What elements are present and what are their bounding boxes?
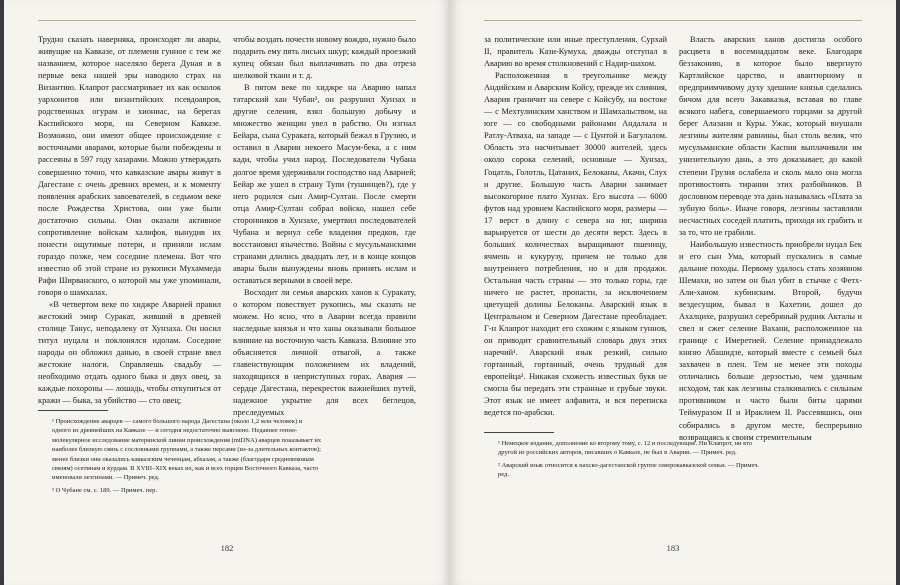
column-1 <box>484 34 667 444</box>
paragraph: Власть аварских ханов достигла особого расцвета в восемнадцатом веке. Благодаря беззаконию, в которое было ввергнуто Картлийское царство, и авантюрному и предприимчивому духу здешние князья сделались бичом для всего Закавказья, вставая во главе всякого набега, совершаемого горцами за другой берег Алазани и Куры. Ужас, который внушали лезгины жителям равнины, был столь велик, что мусульманские области Каспия выплачивали им унизительную дань, а это доказывает, до какой степени Грузия ослабела и сколь мало она могла противостоять тирании этих разбойников. В дословном переводе эта дань называлась «Плата за зубную боль». Иначе говоря, лезгины заставляли несчастных соседей платить, приходя их грабить и за то, что не грабили. <box>679 35 862 237</box>
footnote: ¹ Немецкое издание, дополнение ко второму тому, с. 12 и последующие. Ни Клапрот, ни кто другой из российских авторов, писавших о Кавказе, не был в Аварии. — Примеч. ред. <box>498 440 753 457</box>
paragraph: «В четвертом веке по хиджре Аварией правил жестокий эмир Суракат, живший в древней столице Танус, неподалеку от Хунзаха. Он носил титул нуцала и поклонялся идолам. Соседние народы он обложил данью, в своей стране ввел жестокие налоги. Справляешь свадьбу — необходимо отдать одного быка и двух овец, за каждые похороны — лошадь, чтобы откупиться от кражи — быка, за убийство — сто овец; <box>38 300 221 406</box>
footnotes <box>484 432 862 483</box>
left-page <box>4 0 450 585</box>
book-spread <box>4 0 896 585</box>
footnote: ² О Чубане см. с. 189. — Примеч. пер. <box>52 486 157 494</box>
paragraph: В пятом веке по хиджре на Аварию напал татарский хан Чубан², он разрушил Хунзах и другие селения, взял большую добычу и множество женщин увел в рабство. Он изгнал Бейара, сына Сураката, который бежал в Грузию, и оставил в Аварии некоего Масум-бека, а с ним кади, чтобы учил народ. Последователи Чубана долгое время удерживали господство над Аварией; Бейар же ушел в страну Тупи (тушинцев?), где у него родился сын Амир-Султан. После смерти отца Амир-Султан собрал войско, нашел себе сторонников в Хунзахе, умертвил последователей Чубана и вернул себе владения предков, где восстановил язычество. Войны с мусульманскими странами длились двадцать лет, и в конце концов авары были вынуждены вновь принять ислам и оставаться верными в своей вере. <box>233 83 416 285</box>
text-columns <box>484 34 862 444</box>
paragraph: за политические или иные преступления. Сурхай II, правитель Кази-Кумуха, дважды отступал в Аварию во время столкновений с Надир-шахом. <box>484 35 667 69</box>
paragraph: Восходит ли семья аварских ханов к Суракату, о котором повествует рукопись, мы сказать не можем. Но ясно, что в Аварии всегда правили наследные князья и что ханы оказывали большое влияние на восточную часть Кавказа. Влияние это объясняется личной отвагой, а также главенствующим положением их владений, находящихся в неприступных горах. Авария — сердце Дагестана, перекресток важнейших путей, надежное укрытие для всех беглецов, преследуемых <box>233 287 416 418</box>
paragraph: Наибольшую известность приобрели нуцал Бек и его сын Ума, который пускались в самые дальние походы. Первому удалось стать хозяином Шемахи, но затем он был убит в стычке с Фетх-Али-ханом кубинским. Второй, будучи вездесущим, бывал в Кахетии, дошел до Ахалцихе, разрушил серебряный рудник Акталы и свел и сжег селение Вахани, расположенное на границе с Имеретией. Селение принадлежало князю Абашидзе, который вместе с семьей был захвачен в плен. Тем не менее эти походы отличались больше дерзостью, чем удачным исходом, так как лезгины сталкивались с сильным противником и часто были биты царями Теймуразом II и Ираклием II. Рассеявшись, они собирались в другом месте, беспрерывно возвращаясь к своим стремительным <box>679 239 862 442</box>
paragraph: Трудно сказать наверняка, происходят ли авары, живущие на Кавказе, от племени гунное с тем же названием, которое населяло берега Дуная и в первые века нашей эры наводило страх на Византию. Клапрот рассматривает их как осколок уархонитов или византийских псевдоавров, родственных огурам и хиониас, на берегах Каспийского моря, на Северном Кавказе. Возможно, они имеют общее происхождение с восточными аварами, которые были побеждены и рассеяны в 597 году хазарами. Можно утверждать совершенно точно, что кавказские авары живут в Дагестане с очень древних времен, и к моменту появления арабских завоевателей, в седьмом веке после Рождества Христова, они уже были достаточно сильны. Они оказали активное сопротивление войскам халифов, вынудив их понести ощутимые потери, и приняли ислам гораздо позже, чем соседние племена. Вот что известно об этой стране из рукописи Мухаммеда Рафи Ширванского, о которой мы уже упоминали, говоря о шамхалах. <box>38 35 221 297</box>
footnotes <box>38 410 416 498</box>
page-number: 183 <box>666 543 680 553</box>
column-2 <box>233 34 416 420</box>
page-number: 182 <box>220 543 234 553</box>
header-rule <box>38 20 416 21</box>
header-rule <box>484 20 862 21</box>
right-page <box>450 0 896 585</box>
footnote: ¹ Происхождение аварцев — самого большого народа Дагестана (около 1,2 млн человек) и одного из древнейших на Кавказе — и сегодня недостаточно выяснено. Недавнее генно-молекулярное исследование материнской линии происхождения (mtDNA) аварцев показывает их наиболее близкую связь с сословными группами, а также персами (из-за длительных контактов); менее близки они оказались кавказским чеченцам, абхазам, а также (благодаря средневековым связям) осетинам и курдам. В XVIII–XIX веках их, как и всех горцев Восточного Кавказа, часто именовали лезгинами. — Примеч. ред. <box>52 418 322 482</box>
paragraph: чтобы воздать почести новому вождю, нужно было подарить ему пять лисьих шкур; каждый проезжий купец обязан был выплачивать по два отреза шелковой ткани и т. д. <box>233 35 416 81</box>
paragraph: Расположенная в треугольнике между Андийским и Аварским Койсу, прежде их слияния, Авария граничит на севере с Койсубу, на востоке — с Мехтулинским ханством и Шамхальством, на юге — со свободными районами Андалала и Ратлу-Атваха, на западе — с Цунтой и Багулалом. Область эта насчитывает 30000 жителей, здесь около сорока селений, основные — Хунзах, Гоцатль, Голотль, Цатаних, Белоканы, Акачи, Слух и другие. Большую часть Аварии занимает высокогорное плато Хунзах. Его высота — 6000 футов над уровнем Каспийского моря, размеры — 17 верст в длину с севера на юг, ширина варьируется от шести до десяти верст. Здесь в больших количествах выращивают пшеницу, ячмень и кукурузу, причем не только для внутреннего потребления, но и для продажи. Остальная часть страны — это только горы, где ничего не растет, пропасти, за исключением цветущей долины Белоканы. Аварский язык в Центральном и Северном Дагестане преобладает. Г-н Клапрот находит его схожим с языком гуннов, он приводит сравнительный словарь двух этих наречий¹. Аварский язык резкий, сильно гортанный, гортанный, очень трудный для европейца². Никакая схожесть известных букв не смогла бы передать эти странные и грубые звуки. Этот язык не имеет алфавита, и вся переписка ведется по-арабски. <box>484 71 667 418</box>
text-columns <box>38 34 416 420</box>
column-2 <box>679 34 862 444</box>
footnote-separator <box>484 432 554 433</box>
column-1 <box>38 34 221 420</box>
footnote: ² Аварский язык относится к нахско-дагестанской группе северокавказской семьи. — Примеч. ред. <box>498 461 760 479</box>
footnote-separator <box>38 410 108 411</box>
